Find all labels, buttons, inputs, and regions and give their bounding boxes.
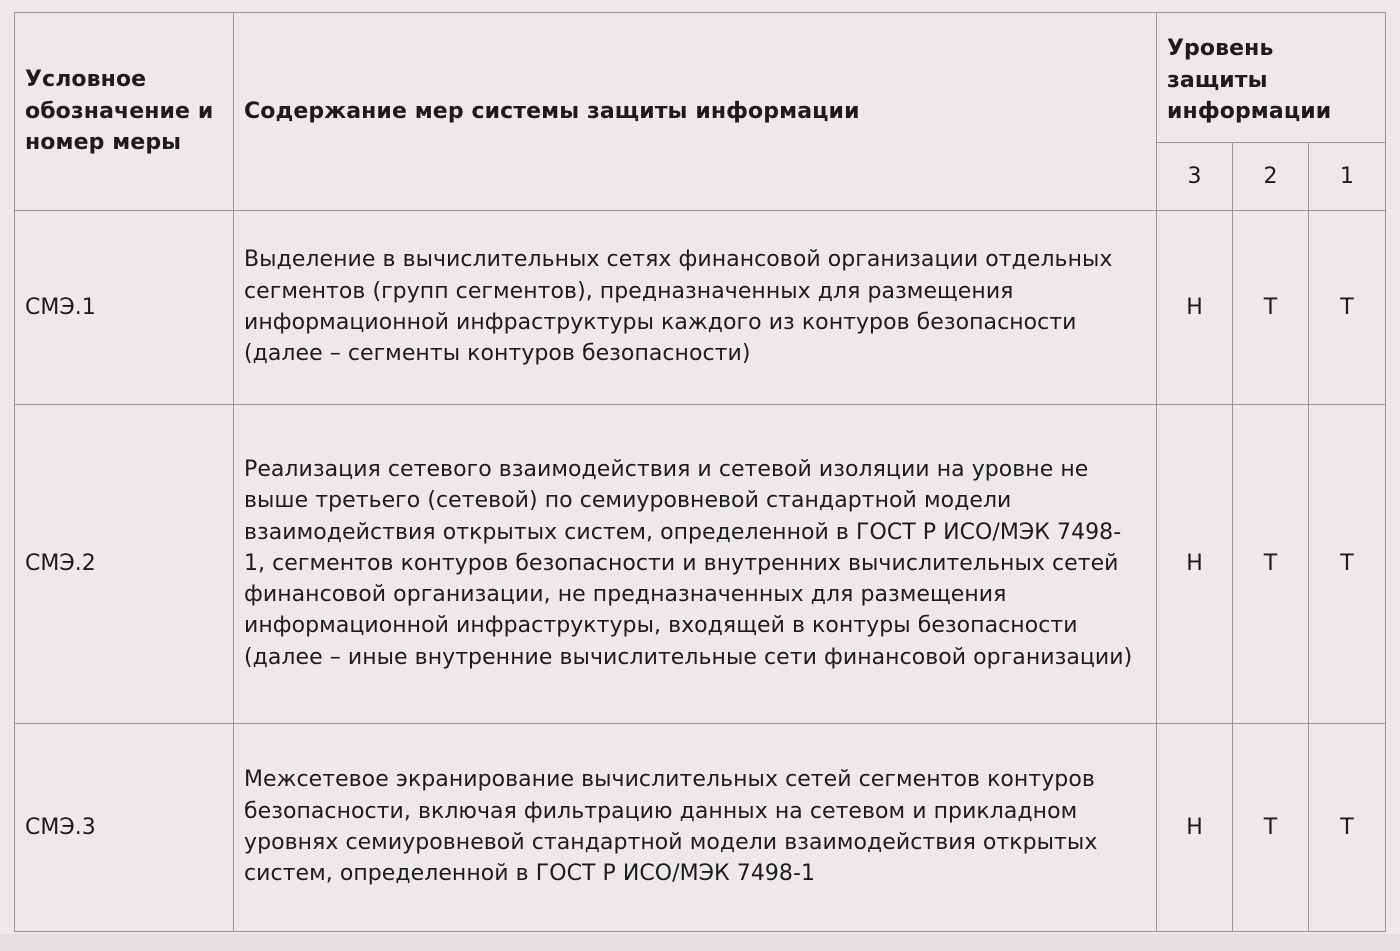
level-3-mark: Н (1157, 404, 1233, 723)
measure-code: СМЭ.1 (15, 210, 234, 404)
table-row (15, 404, 1386, 723)
table-row (15, 210, 1386, 404)
header-level-column: Уровень защиты информации (1157, 13, 1386, 143)
page-bottom-strip (0, 934, 1400, 951)
measures-table (14, 12, 1386, 932)
level-1-mark: Т (1309, 723, 1386, 931)
level-2-mark: Т (1233, 723, 1309, 931)
measure-code: СМЭ.3 (15, 723, 234, 931)
measure-text: Выделение в вычислительных сетях финансовой организации отдельных сегментов (групп сегментов), предназначенных для размещения информационной инфраструктуры каждого из контуров безопасности (далее – сегменты контуров безопасности) (234, 210, 1157, 404)
measure-code: СМЭ.2 (15, 404, 234, 723)
table-row (15, 723, 1386, 931)
level-2-header: 2 (1233, 142, 1309, 210)
level-1-mark: Т (1309, 210, 1386, 404)
level-3-mark: Н (1157, 210, 1233, 404)
measure-text: Межсетевое экранирование вычислительных сетей сегментов контуров безопасности, включая фильтрацию данных на сетевом и прикладном уровнях семиуровневой стандартной модели взаимодействия открытых систем, определенной в ГОСТ Р ИСО/МЭК 7498-1 (234, 723, 1157, 931)
level-1-header: 1 (1309, 142, 1386, 210)
level-3-mark: Н (1157, 723, 1233, 931)
header-code-column: Условное обозначение и номер меры (15, 13, 234, 211)
level-2-mark: Т (1233, 210, 1309, 404)
level-2-mark: Т (1233, 404, 1309, 723)
level-3-header: 3 (1157, 142, 1233, 210)
level-1-mark: Т (1309, 404, 1386, 723)
measure-text: Реализация сетевого взаимодействия и сетевой изоляции на уровне не выше третьего (сетевой) по семиуровневой стандартной модели взаимодействия открытых систем, определенной в ГОСТ Р ИСО/МЭК 7498-1, сегментов контуров безопасности и внутренних вычислительных сетей финансовой организации, не предназначенных для размещения информационной инфраструктуры, входящей в контуры безопасности (далее – иные внутренние вычислительные сети финансовой организации) (234, 404, 1157, 723)
header-content-column: Содержание мер системы защиты информации (234, 13, 1157, 211)
